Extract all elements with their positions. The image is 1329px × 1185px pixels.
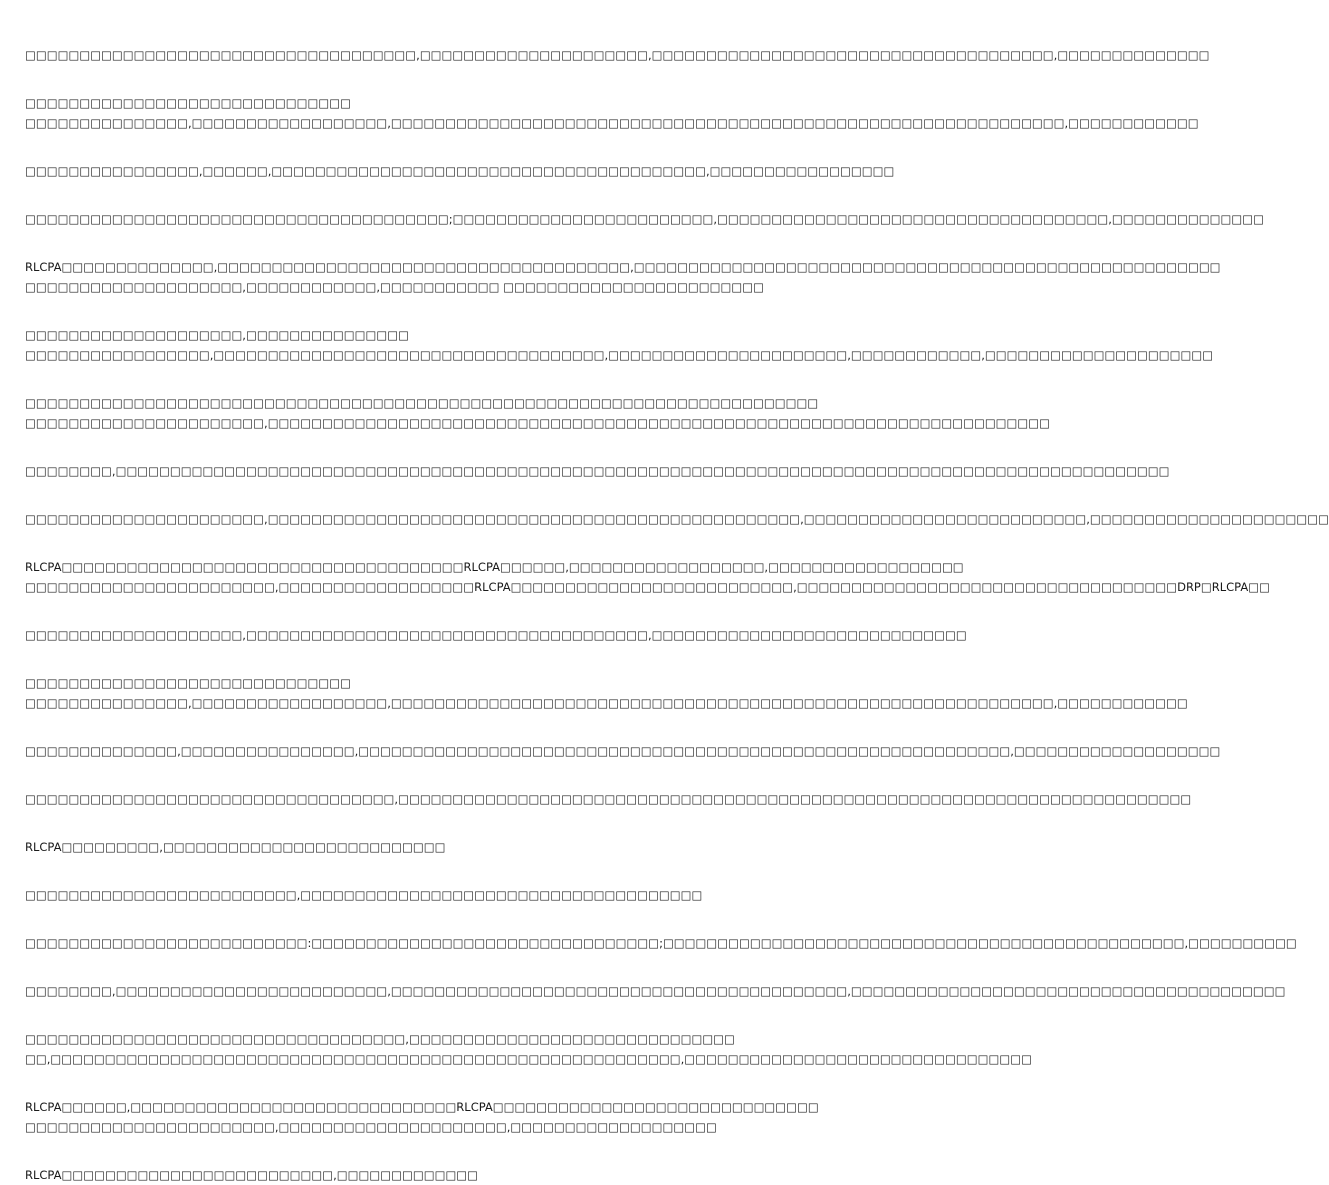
- text-paragraph: [25, 325, 1214, 365]
- text-line: □□□□□□□□□□□□□□□□,□□□□□□,□□□□□□□□□□□□□□□□□□□□□□□□□□□□□□□□□□□□□□□□,□□□□□□□□□□□□□□□□□: [25, 164, 895, 178]
- text-paragraph: [25, 209, 1264, 229]
- text-paragraph: [25, 933, 1297, 953]
- text-line: □□□□□□□□□□□□□□□□□□□□□□,□□□□□□□□□□□□□□□□□□□□□□□□□□□□□□□□□□□□□□□□□□□□□□□□□□□□□□□□□□□□□□□□□□□□□□□□: [25, 416, 1051, 430]
- text-line: □□□□□□□□□□□□□□□□□□□□□□□□□□□□□□: [25, 96, 351, 110]
- text-line: RLCPA□□□□□□□□□□□□□□□□□□□□□□□□□,□□□□□□□□□□□□□: [25, 1168, 479, 1182]
- text-paragraph: [25, 509, 1329, 529]
- text-line: RLCPA□□□□□□,□□□□□□□□□□□□□□□□□□□□□□□□□□□□□□RLCPA□□□□□□□□□□□□□□□□□□□□□□□□□□□□□□: [25, 1100, 819, 1114]
- text-line: □□□□□□□□□□□□□□□□□□□□□□□,□□□□□□□□□□□□□□□□□□RLCPA□□□□□□□□□□□□□□□□□□□□□□□□□□,□□□□□□□□□□□□□□□□□□□□□□□□□□□□□□□□□□□DRP□RLCPA□□: [25, 580, 1270, 594]
- text-paragraph: [25, 837, 720, 857]
- text-line: □□□□□□□□□□□□□□□□□,□□□□□□□□□□□□□□□□□□□□□□□□□□□□□□□□□□□□,□□□□□□□□□□□□□□□□□□□□□□,□□□□□□□□□□□□,□□□□□□□□□□□□□□□□□□□□□: [25, 348, 1214, 362]
- text-line: □□,□□□□□□□□□□□□□□□□□□□□□□□□□□□□□□□□□□□□□□□□□□□□□□□□□□□□□□□□□□,□□□□□□□□□□□□□□□□□□□□□□□□□□□□□□□□: [25, 1052, 1032, 1066]
- text-line: □□□□□□□□□□□□□□□,□□□□□□□□□□□□□□□□□□,□□□□□□□□□□□□□□□□□□□□□□□□□□□□□□□□□□□□□□□□□□□□□□□□□□□□□□□□□□□□□□,□□□□□□□□□□□□: [25, 116, 1199, 130]
- text-line: □□□□□□□□□□□□□□,□□□□□□□□□□□□□□□□,□□□□□□□□□□□□□□□□□□□□□□□□□□□□□□□□□□□□□□□□□□□□□□□□□□□□□□□□□□□□,□□□□□□□□□□□□□□□□□□□: [25, 744, 1221, 758]
- text-line: □□□□□□□□□□□□□□□□□□□□□□□,□□□□□□□□□□□□□□□□□□□□□,□□□□□□□□□□□□□□□□□□□: [25, 1120, 717, 1134]
- text-paragraph: [25, 393, 1051, 433]
- text-paragraph: [25, 981, 1286, 1001]
- text-line: □□□□□□□□□□□□□□□,□□□□□□□□□□□□□□□□□□,□□□□□□□□□□□□□□□□□□□□□□□□□□□□□□□□□□□□□□□□□□□□□□□□□□□□□□□□□□□□□,□□□□□□□□□□□□: [25, 696, 1188, 710]
- text-line: □□□□□□□□□□□□□□□□□□□□□□□□□□□□□□□□□□□□□□□;□□□□□□□□□□□□□□□□□□□□□□□□,□□□□□□□□□□□□□□□□□□□□□□□□□□□□□□□□□□□□,□□□□□□□□□□□□□□: [25, 212, 1264, 226]
- text-paragraph: [25, 625, 967, 645]
- text-paragraph: [25, 1029, 1032, 1069]
- text-line: □□□□□□□□□□□□□□□□□□□□□□,□□□□□□□□□□□□□□□□□□□□□□□□□□□□□□□□□□□□□□□□□□□□□□□□□,□□□□□□□□□□□□□□□□□□□□□□□□□□,□□□□□□□□□□□□□□□□□□□□□□: [25, 512, 1329, 526]
- text-line: RLCPA□□□□□□□□□,□□□□□□□□□□□□□□□□□□□□□□□□□□: [25, 840, 446, 854]
- text-paragraph: [25, 557, 1270, 597]
- text-paragraph: [25, 461, 1170, 481]
- text-line: □□□□□□□□□□□□□□□□□□□□,□□□□□□□□□□□□□□□: [25, 328, 409, 342]
- text-paragraph: [25, 257, 1221, 297]
- text-paragraph: [25, 673, 1188, 713]
- text-paragraph: [25, 789, 1192, 809]
- text-line: □□□□□□□□□□□□□□□□□□□□□□□□□□□□□□□□□□□□□□□□□□□□□□□□□□□□□□□□□□□□□□□□□□□□□□□□□: [25, 396, 819, 410]
- text-paragraph: [25, 741, 1221, 761]
- text-line: □□□□□□□□□□□□□□□□□□□□□□□□□,□□□□□□□□□□□□□□□□□□□□□□□□□□□□□□□□□□□□□: [25, 888, 703, 902]
- text-line: □□□□□□□□,□□□□□□□□□□□□□□□□□□□□□□□□□□□□□□□□□□□□□□□□□□□□□□□□□□□□□□□□□□□□□□□□□□□□□□□□□□□□□□□□□□□□□□□□□□□□□□□□□: [25, 464, 1170, 478]
- text-paragraph: [25, 45, 1210, 65]
- text-paragraph: [25, 1097, 819, 1137]
- text-line: □□□□□□□□□□□□□□□□□□□□□□□□□□:□□□□□□□□□□□□□□□□□□□□□□□□□□□□□□□□;□□□□□□□□□□□□□□□□□□□□□□□□□□□□□□□□□□□□□□□□□□□□□□□□,□□□□□□□□□□: [25, 936, 1297, 950]
- text-paragraph: [25, 161, 895, 181]
- text-line: □□□□□□□□□□□□□□□□□□□□□□□□□□□□□□□□□□□,□□□□□□□□□□□□□□□□□□□□□□□□□□□□□□: [25, 1032, 735, 1046]
- text-line: □□□□□□□□□□□□□□□□□□□□,□□□□□□□□□□□□,□□□□□□□□□□□ □□□□□□□□□□□□□□□□□□□□□□□□: [25, 280, 764, 294]
- text-paragraph: [25, 1165, 720, 1185]
- text-paragraph: [25, 93, 1199, 133]
- text-line: □□□□□□□□,□□□□□□□□□□□□□□□□□□□□□□□□□,□□□□□□□□□□□□□□□□□□□□□□□□□□□□□□□□□□□□□□□□□□,□□□□□□□□□□□□□□□□□□□□□□□□□□□□□□□□□□□□□□□□: [25, 984, 1286, 998]
- text-line: □□□□□□□□□□□□□□□□□□□□□□□□□□□□□□□□□□□□,□□□□□□□□□□□□□□□□□□□□□,□□□□□□□□□□□□□□□□□□□□□□□□□□□□□□□□□□□□□,□□□□□□□□□□□□□□: [25, 48, 1210, 62]
- text-line: □□□□□□□□□□□□□□□□□□□□□□□□□□□□□□: [25, 676, 351, 690]
- text-line: RLCPA□□□□□□□□□□□□□□□□□□□□□□□□□□□□□□□□□□□□□RLCPA□□□□□□,□□□□□□□□□□□□□□□□□□,□□□□□□□□□□□□□□□□□□: [25, 560, 964, 574]
- text-line: □□□□□□□□□□□□□□□□□□□□□□□□□□□□□□□□□□,□□□□□□□□□□□□□□□□□□□□□□□□□□□□□□□□□□□□□□□□□□□□□□□□□□□□□□□□□□□□□□□□□□□□□□□□□: [25, 792, 1192, 806]
- text-paragraph: [25, 885, 720, 905]
- text-line: □□□□□□□□□□□□□□□□□□□□,□□□□□□□□□□□□□□□□□□□□□□□□□□□□□□□□□□□□□,□□□□□□□□□□□□□□□□□□□□□□□□□□□□□: [25, 628, 967, 642]
- text-line: RLCPA□□□□□□□□□□□□□□,□□□□□□□□□□□□□□□□□□□□□□□□□□□□□□□□□□□□□□,□□□□□□□□□□□□□□□□□□□□□□□□□□□□□□□□□□□□□□□□□□□□□□□□□□□□□□: [25, 260, 1221, 274]
